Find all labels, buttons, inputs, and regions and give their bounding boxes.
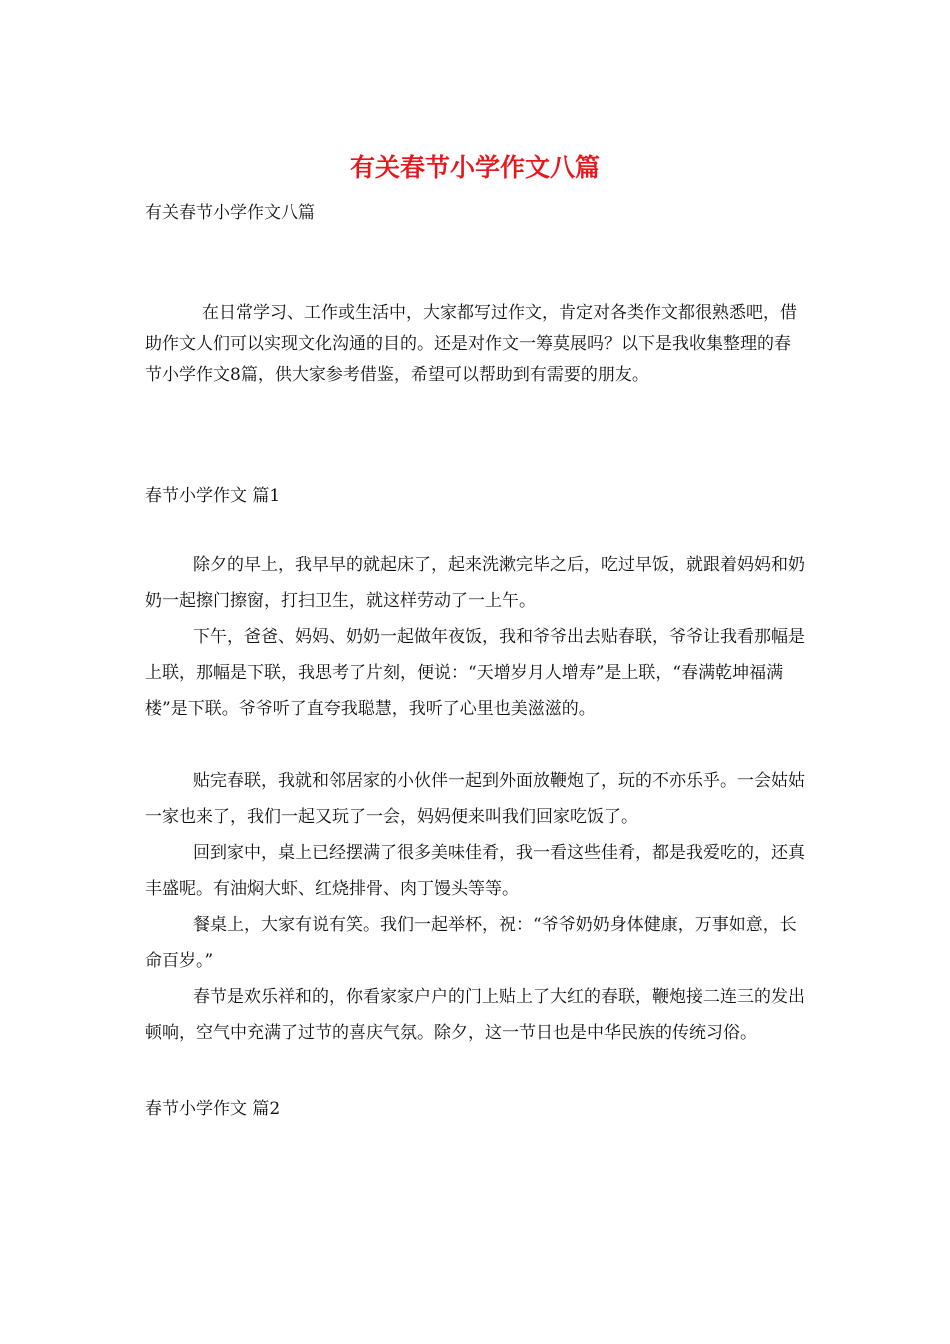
section-heading-2: 春节小学作文 篇2 bbox=[145, 1099, 281, 1119]
body-paragraph: 餐桌上，大家有说有笑。我们一起举杯，祝：“爷爷奶奶身体健康，万事如意，长命百岁。” bbox=[145, 915, 797, 971]
body-paragraph: 贴完春联，我就和邻居家的小伙伴一起到外面放鞭炮了，玩的不亦乐乎。一会姑姑一家也来了，我们一起又玩了一会，妈妈便来叫我们回家吃饭了。 bbox=[145, 771, 805, 827]
document-title: 有关春节小学作文八篇 bbox=[349, 153, 600, 182]
body-paragraph: 除夕的早上，我早早的就起床了，起来洗漱完毕之后，吃过早饭，就跟着妈妈和奶奶一起擦门擦窗，打扫卫生，就这样劳动了一上午。 bbox=[145, 555, 805, 611]
document-subtitle: 有关春节小学作文八篇 bbox=[145, 203, 315, 223]
body-paragraph: 回到家中，桌上已经摆满了很多美味佳肴，我一看这些佳肴，都是我爱吃的，还真丰盛呢。有油焖大虾、红烧排骨、肉丁馒头等等。 bbox=[145, 843, 805, 899]
intro-paragraph: 在日常学习、工作或生活中，大家都写过作文，肯定对各类作文都很熟悉吧，借助作文人们可以实现文化沟通的目的。还是对作文一筹莫展吗？以下是我收集整理的春节小学作文8篇，供大家参考借鉴，希望可以帮助到有需要的朋友。 bbox=[145, 303, 797, 385]
section-heading-1: 春节小学作文 篇1 bbox=[145, 486, 281, 506]
body-paragraph: 春节是欢乐祥和的，你看家家户户的门上贴上了大红的春联，鞭炮接二连三的发出顿响，空气中充满了过节的喜庆气氛。除夕，这一节日也是中华民族的传统习俗。 bbox=[145, 987, 805, 1043]
body-paragraph: 下午，爸爸、妈妈、奶奶一起做年夜饭，我和爷爷出去贴春联，爷爷让我看那幅是上联，那幅是下联，我思考了片刻，便说：“天增岁月人增寿”是上联，“春满乾坤福满楼”是下联。爷爷听了直夸我聪慧，我听了心里也美滋滋的。 bbox=[145, 627, 805, 719]
